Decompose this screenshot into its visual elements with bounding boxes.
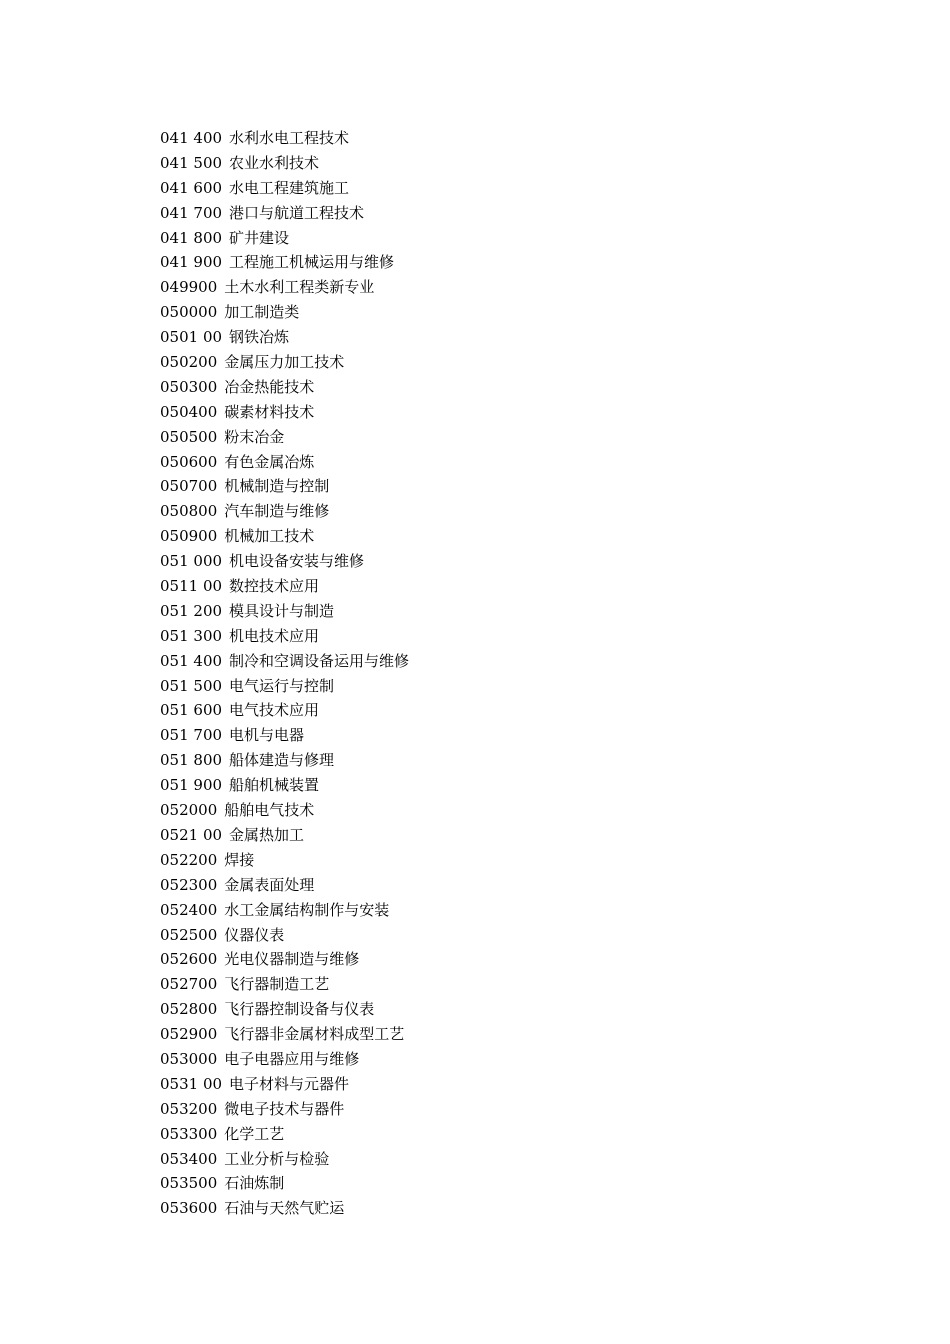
- program-name: 钢铁冶炼: [229, 328, 290, 347]
- program-name: 船体建造与修理: [229, 751, 335, 770]
- program-code: 041 600: [160, 178, 223, 197]
- program-name: 汽车制造与维修: [224, 502, 330, 521]
- list-item: [160, 176, 409, 201]
- program-name: 化学工艺: [224, 1124, 285, 1143]
- list-item: [160, 1072, 409, 1097]
- list-item: [160, 773, 409, 798]
- program-code: 041 400: [160, 129, 223, 147]
- program-name: 水电工程建筑施工: [229, 178, 350, 197]
- program-name: 模具设计与制造: [229, 601, 335, 620]
- list-item: [160, 400, 409, 425]
- program-name: 飞行器制造工艺: [224, 975, 330, 994]
- program-code: 0501 00: [160, 328, 223, 347]
- list-item: [160, 923, 409, 948]
- program-code: 051 200: [160, 601, 223, 620]
- list-item: [160, 375, 409, 400]
- program-name: 数控技术应用: [229, 577, 320, 596]
- list-item: [160, 325, 409, 350]
- program-name: 光电仪器制造与维修: [224, 950, 360, 969]
- program-code: 052600: [160, 950, 218, 969]
- program-name: 有色金属冶炼: [224, 452, 315, 471]
- list-item: [160, 151, 409, 176]
- list-item: [160, 798, 409, 823]
- program-name: 工业分析与检验: [224, 1149, 330, 1168]
- program-code: 050300: [160, 377, 218, 396]
- list-item: [160, 624, 409, 649]
- list-item: [160, 499, 409, 524]
- program-code: 050500: [160, 427, 218, 446]
- program-name: 船舶电气技术: [224, 801, 315, 820]
- program-name: 飞行器非金属材料成型工艺: [224, 1025, 405, 1044]
- list-item: [160, 1047, 409, 1072]
- program-code: 050700: [160, 477, 218, 496]
- program-name: 电子电器应用与维修: [224, 1049, 360, 1068]
- list-item: [160, 250, 409, 275]
- program-name: 金属表面处理: [224, 875, 315, 894]
- program-name: 矿井建设: [229, 228, 290, 247]
- program-code: 0511 00: [160, 577, 223, 596]
- program-code: 052700: [160, 975, 218, 994]
- program-code: 041 800: [160, 228, 223, 247]
- program-code: 050600: [160, 452, 218, 471]
- list-item: [160, 226, 409, 251]
- program-code: 041 700: [160, 203, 223, 222]
- list-item: [160, 275, 409, 300]
- list-item: [160, 674, 409, 699]
- list-item: [160, 300, 409, 325]
- list-item: [160, 1147, 409, 1172]
- list-item: [160, 1196, 409, 1221]
- list-item: [160, 350, 409, 375]
- program-name: 电气运行与控制: [229, 676, 335, 695]
- list-item: [160, 898, 409, 923]
- program-code: 041 500: [160, 153, 223, 172]
- list-item: [160, 947, 409, 972]
- program-code: 051 800: [160, 751, 223, 770]
- program-code: 051 000: [160, 552, 223, 571]
- program-code: 041 900: [160, 253, 223, 272]
- program-name: 电子材料与元器件: [229, 1074, 350, 1093]
- program-code-list: [160, 126, 409, 1221]
- program-code: 053200: [160, 1099, 218, 1118]
- program-code: 051 400: [160, 651, 223, 670]
- program-code: 053300: [160, 1124, 218, 1143]
- program-code: 0531 00: [160, 1074, 223, 1093]
- program-code: 052500: [160, 925, 218, 944]
- program-name: 石油与天然气贮运: [224, 1199, 345, 1218]
- list-item: [160, 1022, 409, 1047]
- list-item: [160, 823, 409, 848]
- program-name: 土木水利工程类新专业: [224, 278, 375, 297]
- program-name: 机械制造与控制: [224, 477, 330, 496]
- program-name: 电机与电器: [229, 726, 305, 745]
- list-item: [160, 574, 409, 599]
- program-name: 加工制造类: [224, 303, 300, 322]
- program-code: 050000: [160, 303, 218, 322]
- program-code: 051 500: [160, 676, 223, 695]
- program-name: 水利水电工程技术: [229, 129, 350, 147]
- list-item: [160, 474, 409, 499]
- list-item: [160, 1171, 409, 1196]
- program-code: 050800: [160, 502, 218, 521]
- list-item: [160, 848, 409, 873]
- program-name: 金属热加工: [229, 825, 305, 844]
- program-code: 053600: [160, 1199, 218, 1218]
- list-item: [160, 524, 409, 549]
- program-code: 051 600: [160, 701, 223, 720]
- program-code: 050900: [160, 527, 218, 546]
- list-item: [160, 873, 409, 898]
- program-name: 仪器仪表: [224, 925, 285, 944]
- program-code: 051 900: [160, 776, 223, 795]
- program-name: 船舶机械装置: [229, 776, 320, 795]
- list-item: [160, 748, 409, 773]
- program-code: 052300: [160, 875, 218, 894]
- program-name: 电气技术应用: [229, 701, 320, 720]
- program-code: 052900: [160, 1025, 218, 1044]
- program-name: 机电技术应用: [229, 626, 320, 645]
- list-item: [160, 649, 409, 674]
- program-name: 机电设备安装与维修: [229, 552, 365, 571]
- program-name: 机械加工技术: [224, 527, 315, 546]
- program-code: 051 700: [160, 726, 223, 745]
- program-code: 050200: [160, 353, 218, 372]
- list-item: [160, 972, 409, 997]
- program-code: 050400: [160, 402, 218, 421]
- list-item: [160, 450, 409, 475]
- program-name: 飞行器控制设备与仪表: [224, 1000, 375, 1019]
- list-item: [160, 1122, 409, 1147]
- program-name: 石油炼制: [224, 1174, 285, 1193]
- program-name: 农业水利技术: [229, 153, 320, 172]
- program-code: 049900: [160, 278, 218, 297]
- program-name: 微电子技术与器件: [224, 1099, 345, 1118]
- program-code: 051 300: [160, 626, 223, 645]
- program-name: 水工金属结构制作与安装: [224, 900, 390, 919]
- program-name: 粉末冶金: [224, 427, 285, 446]
- program-name: 焊接: [224, 850, 255, 869]
- list-item: [160, 425, 409, 450]
- list-item: [160, 126, 409, 151]
- program-code: 053400: [160, 1149, 218, 1168]
- program-code: 053500: [160, 1174, 218, 1193]
- list-item: [160, 723, 409, 748]
- list-item: [160, 1097, 409, 1122]
- list-item: [160, 201, 409, 226]
- program-name: 碳素材料技术: [224, 402, 315, 421]
- program-code: 0521 00: [160, 825, 223, 844]
- program-name: 制冷和空调设备运用与维修: [229, 651, 410, 670]
- program-code: 053000: [160, 1049, 218, 1068]
- program-name: 金属压力加工技术: [224, 353, 345, 372]
- list-item: [160, 997, 409, 1022]
- program-code: 052800: [160, 1000, 218, 1019]
- program-name: 工程施工机械运用与维修: [229, 253, 395, 272]
- program-code: 052400: [160, 900, 218, 919]
- list-item: [160, 599, 409, 624]
- program-name: 港口与航道工程技术: [229, 203, 365, 222]
- program-name: 冶金热能技术: [224, 377, 315, 396]
- list-item: [160, 698, 409, 723]
- program-code: 052000: [160, 801, 218, 820]
- program-code: 052200: [160, 850, 218, 869]
- list-item: [160, 549, 409, 574]
